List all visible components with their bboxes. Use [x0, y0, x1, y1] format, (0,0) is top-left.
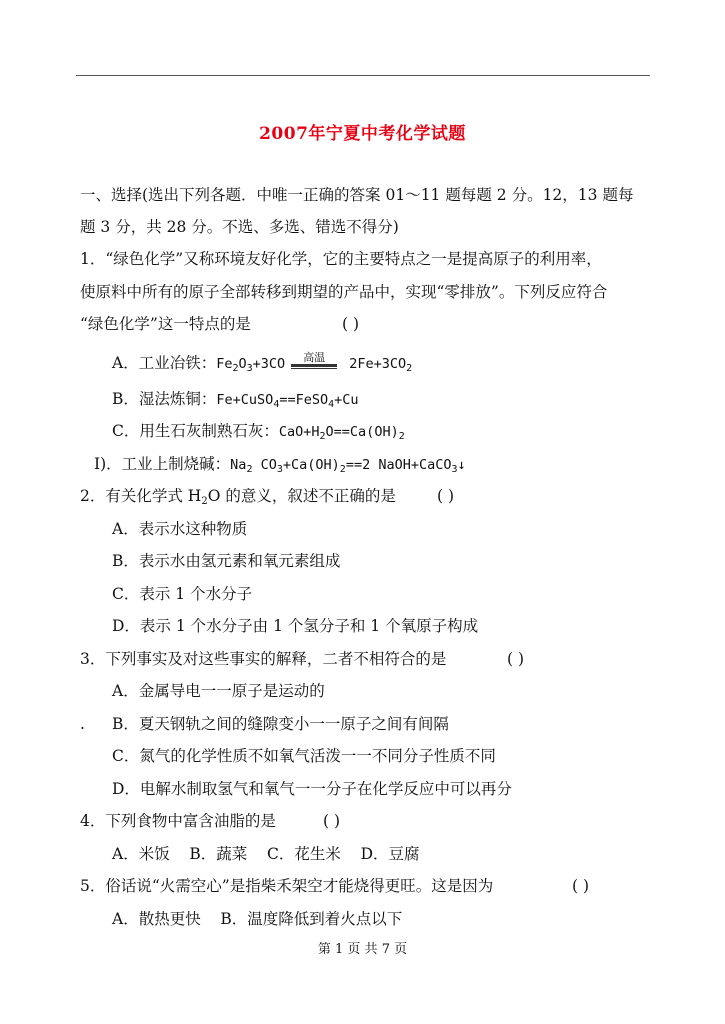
q3-answer-bracket: ( ): [507, 650, 525, 668]
q1-option-b: [112, 388, 359, 410]
q2-option-b: B．表示水由氢元素和氧元素组成: [112, 552, 341, 570]
q1-option-c: [112, 420, 405, 442]
q5-answer-bracket: ( ): [572, 877, 590, 895]
reaction-condition-arrow: [291, 352, 337, 374]
q2-option-d: D．表示 1 个水分子由 1 个氢分子和 1 个氧原子构成: [112, 617, 479, 635]
q1-option-c-formula: $CaO+H_2O==Ca(OH)_2$: [278, 424, 405, 442]
q1-stem-line-1: 1．“绿色化学”又称环境友好化学，它的主要特点之一是提高原子的利用率，: [80, 250, 602, 268]
reaction-condition-label: 高温: [303, 351, 326, 364]
precipitate-arrow-icon: ↓: [457, 457, 466, 473]
page-footer: 第 1 页 共 7 页: [317, 942, 408, 957]
q3-option-b: B．夏天钢轨之间的缝隙变小一一原子之间有间隔: [112, 715, 449, 733]
q5-options: A．散热更快 B．温度降低到着火点以下: [112, 910, 403, 928]
q3-option-a: A．金属导电一一原子是运动的: [112, 682, 325, 700]
q1-option-c-label: C．用生石灰制熟石灰：: [112, 422, 279, 440]
q4-options: A．米饭 B．蔬菜 C．花生米 D．豆腐: [112, 845, 420, 863]
q2-option-a: A．表示水这种物质: [112, 520, 248, 538]
page-title: 2007年宁夏中考化学试题: [259, 124, 466, 144]
q4-answer-bracket: ( ): [323, 812, 341, 830]
q1-option-a-label: A．工业冶铁：: [112, 354, 217, 372]
q1-option-b-label: B．湿法炼铜：: [112, 390, 217, 408]
section-instructions-line-2: 题 3 分，共 28 分。不选、多选、错选不得分): [80, 218, 399, 236]
q1-stem-line-3: “绿色化学”这一特点的是: [80, 315, 251, 333]
q1-answer-bracket: ( ): [342, 315, 360, 333]
q1-option-a: [112, 352, 412, 374]
q5-stem: 5．俗话说“火需空心”是指柴禾架空才能烧得更旺。这是因为: [80, 877, 494, 895]
q2-stem: 2．有关化学式 $H_2O$ 的意义，叙述不正确的是: [80, 487, 396, 507]
q3-option-d: D．电解水制取氢气和氧气一一分子在化学反应中可以再分: [112, 780, 512, 798]
q3-stem: 3．下列事实及对这些事实的解释，二者不相符合的是: [80, 650, 447, 668]
q4-stem: 4．下列食物中富含油脂的是: [80, 812, 276, 830]
q1-option-a-formula: $Fe_2O_3+3CO$: [216, 356, 286, 374]
section-instructions-line-1: 一、选择(选出下列各题．中唯一正确的答案 01～11 题每题 2 分。12，13 题每: [80, 186, 634, 204]
header-rule: [76, 75, 650, 76]
q1-option-b-formula: Fe+CuSO$_4$==FeSO$_4$+Cu: [216, 392, 359, 410]
q1-stem-line-2: 使原料中所有的原子全部转移到期望的产品中，实现“零排放”。下列反应符合: [80, 283, 608, 301]
q3-option-c: C．氮气的化学性质不如氧气活泼一一不同分子性质不同: [112, 747, 496, 765]
q1-option-d-label: I)．工业上制烧碱：: [94, 455, 231, 473]
q1-option-a-products: $2Fe+3CO_2$: [349, 356, 413, 374]
q2-option-c: C．表示 1 个水分子: [112, 585, 253, 603]
q1-option-d: [94, 453, 466, 475]
q1-option-d-formula: $Na_2$ $CO_3+Ca(OH)_2==2$ NaOH+CaCO$_3$↓: [230, 457, 466, 475]
q3-stray-dot: .: [80, 715, 85, 733]
q2-answer-bracket: ( ): [437, 487, 455, 505]
